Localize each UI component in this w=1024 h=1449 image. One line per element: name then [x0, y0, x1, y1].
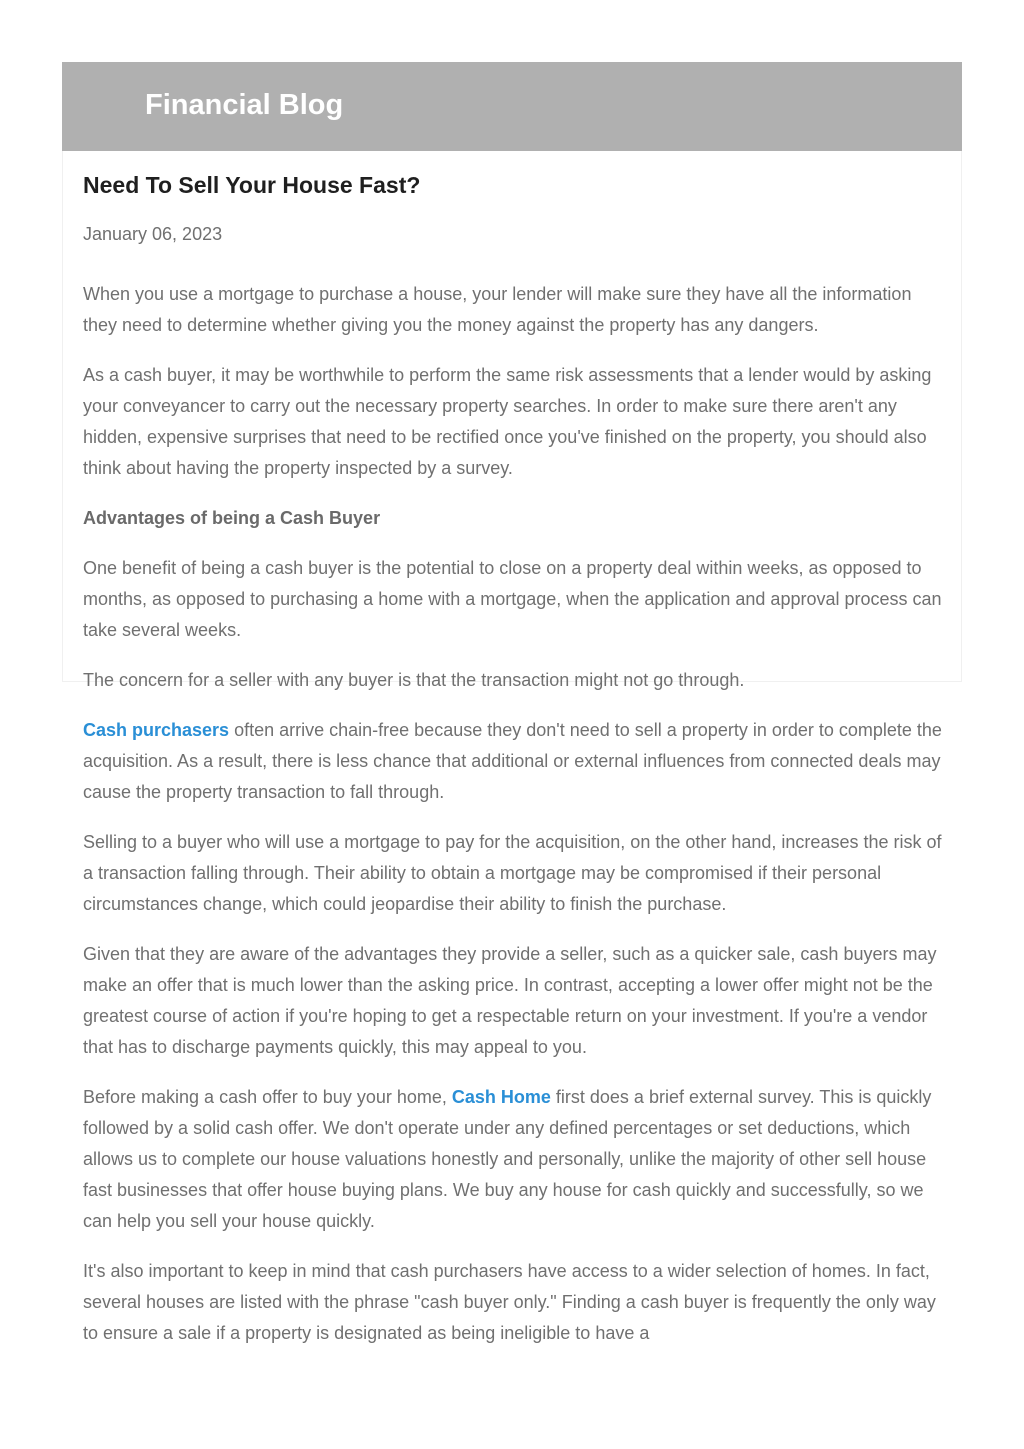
paragraph-8	[83, 1082, 943, 1237]
paragraph-6: Selling to a buyer who will use a mortgage to pay for the acquisition, on the other hand, increases the risk of a transaction falling through. Their ability to obtain a mortgage may be compromised if their personal circumstances change, which could jeopardise their ability to finish the purchase.	[83, 832, 942, 914]
cash-purchasers-link[interactable]: Cash purchasers	[83, 720, 230, 740]
paragraph-5	[83, 715, 943, 808]
paragraph-7: Given that they are aware of the advantages they provide a seller, such as a quicker sale, cash buyers may make an offer that is much lower than the asking price. In contrast, accepting a lower offer might not be the greatest course of action if you're hoping to get a respectable return on your investment. If you're a vendor that has to discharge payments quickly, this may appeal to you.	[83, 944, 937, 1057]
post-date: January 06, 2023	[83, 224, 223, 244]
cash-home-link[interactable]: Cash Home	[451, 1087, 551, 1107]
paragraph-5-text: often arrive chain-free because they don't need to sell a property in order to complete the acquisition. As a result, there is less chance that additional or external influences from connected deals may cause the property transaction to fall through.	[83, 720, 942, 802]
blog-header	[62, 62, 962, 151]
blog-title[interactable]: Financial Blog	[145, 89, 344, 121]
paragraph-2: As a cash buyer, it may be worthwhile to perform the same risk assessments that a lender would by asking your conveyancer to carry out the necessary property searches. In order to make sure there aren't any hidden, expensive surprises that need to be rectified once you've finished on the property, you should also think about having the property inspected by a survey.	[83, 365, 932, 478]
paragraph-3: One benefit of being a cash buyer is the potential to close on a property deal within weeks, as opposed to months, as opposed to purchasing a home with a mortgage, when the application and approval process can take several weeks.	[83, 558, 942, 640]
paragraph-8-text-before: Before making a cash offer to buy your home,	[83, 1087, 452, 1107]
paragraph-8-text-after: first does a brief external survey. This is quickly followed by a solid cash offer. We don't operate under any defined percentages or set deductions, which allows us to complete our house valuations honestly and personally, unlike the majority of other sell house fast businesses that offer house buying plans. We buy any house for cash quickly and successfully, so we can help you sell your house quickly.	[83, 1087, 932, 1231]
paragraph-9: It's also important to keep in mind that cash purchasers have access to a wider selection of homes. In fact, several houses are listed with the phrase "cash buyer only." Finding a cash buyer is frequently the only way to ensure a sale if a property is designated as being ineligible to have a	[83, 1261, 936, 1343]
post-content	[83, 170, 943, 1349]
paragraph-4: The concern for a seller with any buyer is that the transaction might not go through.	[83, 670, 745, 690]
paragraph-1: When you use a mortgage to purchase a house, your lender will make sure they have all the information they need to determine whether giving you the money against the property has any dangers.	[83, 284, 912, 335]
post-title: Need To Sell Your House Fast?	[83, 172, 421, 198]
section-heading: Advantages of being a Cash Buyer	[83, 508, 381, 528]
